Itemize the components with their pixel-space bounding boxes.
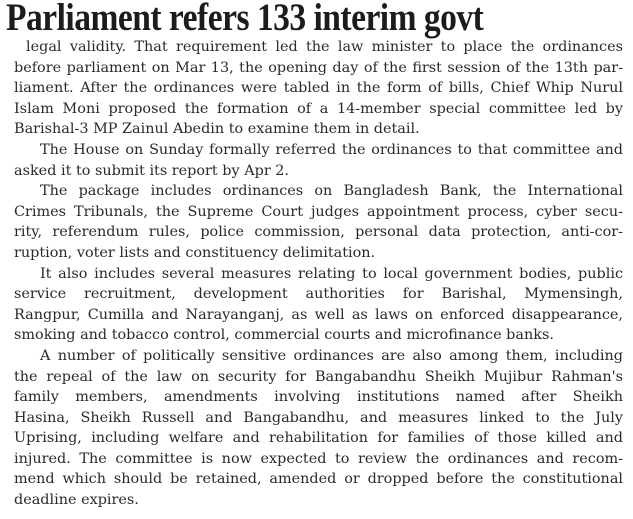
paragraph-4 xyxy=(14,264,623,346)
text-line: before parliament on Mar 13, the opening day of the first session of the 13th par- xyxy=(14,59,623,76)
text-line: legal validity. That requirement led the law minister to place the ordinances xyxy=(26,39,623,55)
text-line: The package includes ordinances on Bangladesh Bank, the International xyxy=(40,183,623,200)
text-line: The House on Sunday formally referred the ordinances to that committee and xyxy=(40,141,623,158)
text-line: Islam Moni proposed the formation of a 14-member special committee led by xyxy=(14,100,623,117)
text-line: A number of politically sensitive ordinances are also among them, including xyxy=(40,347,623,364)
text-line: liament. After the ordinances were tabled in the form of bills, Chief Whip Nurul xyxy=(14,80,623,97)
paragraph-5 xyxy=(14,346,623,511)
article-body xyxy=(14,37,623,511)
text-line: smoking and tobacco control, commercial courts and microfinance banks. xyxy=(14,327,554,344)
text-line: the repeal of the law on security for Bangabandhu Sheikh Mujibur Rahman's xyxy=(14,368,623,385)
paragraph-3 xyxy=(14,181,623,263)
paragraph-1 xyxy=(14,37,623,140)
text-line: Rangpur, Cumilla and Narayanganj, as well as laws on enforced disappearance, xyxy=(14,306,623,323)
headline: Parliament refers 133 interim govt xyxy=(6,0,484,39)
text-line: asked it to submit its report by Apr 2. xyxy=(14,162,289,179)
text-line: rity, referendum rules, police commission, personal data protection, anti-cor- xyxy=(14,224,623,241)
text-line: Uprising, including welfare and rehabilitation for families of those killed and xyxy=(14,430,623,447)
text-line: Hasina, Sheikh Russell and Bangabandhu, and measures linked to the July xyxy=(14,409,623,426)
text-line: injured. The committee is now expected to review the ordinances and recom- xyxy=(14,450,623,467)
text-line: mend which should be retained, amended or dropped before the constitutional xyxy=(14,471,623,488)
text-line: service recruitment, development authorities for Barishal, Mymensingh, xyxy=(14,286,623,303)
text-line: Barishal-3 MP Zainul Abedin to examine them in detail. xyxy=(14,121,420,138)
text-line: family members, amendments involving institutions named after Sheikh xyxy=(14,389,623,406)
text-line: Crimes Tribunals, the Supreme Court judges appointment process, cyber secu- xyxy=(14,203,623,220)
text-line: It also includes several measures relating to local government bodies, public xyxy=(40,265,623,282)
paragraph-2 xyxy=(14,140,623,181)
text-line: ruption, voter lists and constituency delimitation. xyxy=(14,244,376,261)
text-line: deadline expires. xyxy=(14,492,139,509)
